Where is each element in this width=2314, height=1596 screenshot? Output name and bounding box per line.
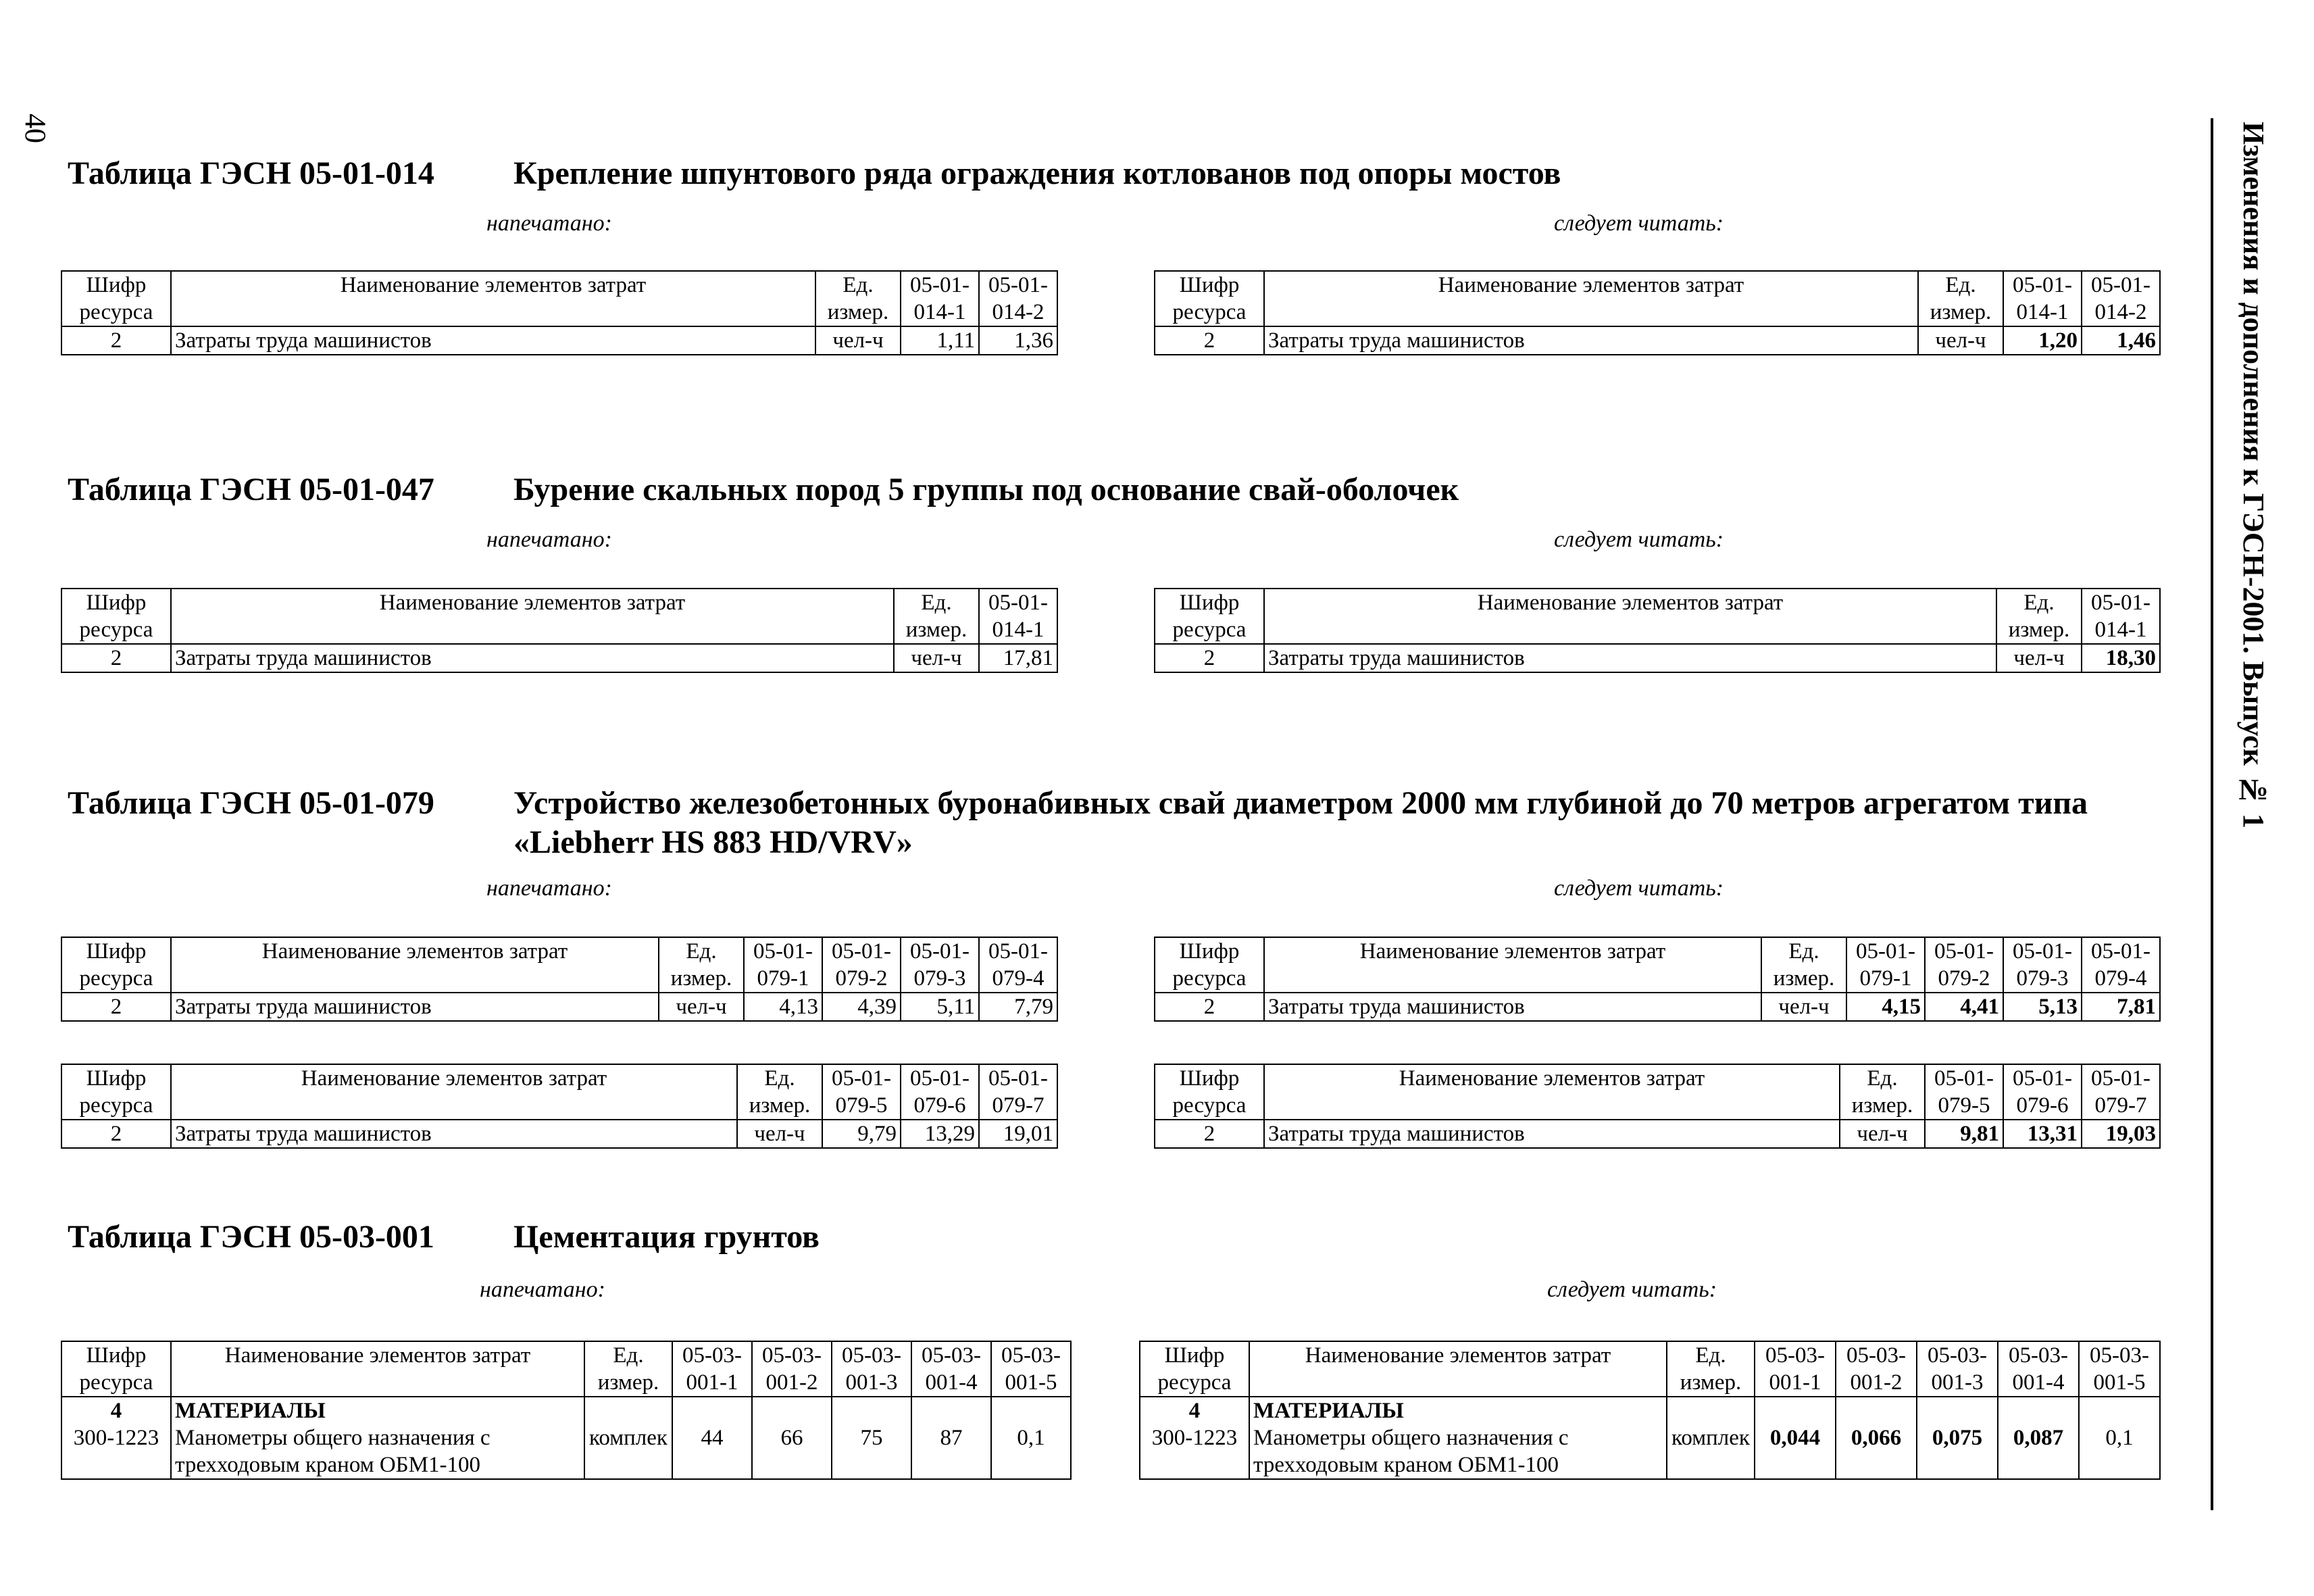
header-col: 014-1: [2003, 299, 2082, 326]
header-code: Шифр: [61, 589, 171, 616]
header-col: 079-1: [1846, 965, 1925, 993]
table-code: Таблица ГЭСН 05-01-079: [68, 785, 434, 821]
row-value: 66: [752, 1424, 832, 1479]
group-row: [61, 1397, 1071, 1424]
header-unit: измер.: [815, 299, 901, 326]
row-unit: чел-ч: [1761, 993, 1846, 1021]
table-row: [1155, 993, 2160, 1021]
header-col: 05-03-: [2079, 1341, 2160, 1369]
header-code: Шифр: [61, 937, 171, 965]
header-code: ресурса: [1140, 1369, 1249, 1397]
row-value: 7,81: [2082, 993, 2160, 1021]
row-name: Затраты труда машинистов: [171, 1120, 737, 1148]
printed-label: напечатано:: [486, 211, 612, 236]
header-col: 079-3: [2003, 965, 2082, 993]
row-name-line: трехходовым краном ОБМ1-100: [175, 1453, 480, 1477]
running-title: Изменения и дополнения к ГЭСН-2001. Выпуск № 1: [2237, 122, 2270, 829]
header-unit: Ед.: [894, 589, 979, 616]
row-value: 0,066: [1836, 1424, 1917, 1479]
should-read-label: следует читать:: [1554, 211, 1724, 236]
row-value: 19,01: [979, 1120, 1057, 1148]
row-value: 1,11: [901, 326, 979, 355]
header-col: 05-01-: [1925, 937, 2003, 965]
row-value: 9,81: [1925, 1120, 2003, 1148]
corrected-table: [1154, 937, 2161, 1022]
header-col: 05-03-: [1755, 1341, 1836, 1369]
header-col: 079-1: [744, 965, 822, 993]
row-name: Затраты труда машинистов: [1264, 326, 1918, 355]
table-title: Крепление шпунтового ряда ограждения котлованов под опоры мостов: [513, 155, 1561, 191]
table-title: Цементация грунтов: [513, 1219, 820, 1255]
table-row: [1140, 1424, 2160, 1479]
row-value: 4,41: [1925, 993, 2003, 1021]
table-row: [1155, 1120, 2160, 1148]
header-col: 05-01-: [2082, 1064, 2160, 1092]
header-unit: измер.: [894, 616, 979, 644]
row-code: 2: [1155, 326, 1264, 355]
row-value: 18,30: [2082, 644, 2160, 672]
should-read-label: следует читать:: [1554, 527, 1724, 552]
printed-label: напечатано:: [486, 527, 612, 552]
printed-table: [61, 1064, 1058, 1149]
group-code: 4: [1140, 1397, 1249, 1424]
header-col: 05-03-: [1917, 1341, 1998, 1369]
header-col: 079-3: [901, 965, 979, 993]
header-unit: измер.: [659, 965, 744, 993]
header-name: Наименование элементов затрат: [171, 1341, 584, 1369]
printed-table: [61, 937, 1058, 1022]
corrected-table: [1154, 588, 2161, 673]
row-unit: комплек: [584, 1424, 672, 1479]
header-unit: Ед.: [659, 937, 744, 965]
header-name: Наименование элементов затрат: [171, 589, 894, 616]
header-code: ресурса: [61, 1092, 171, 1120]
header-col: 05-01-: [744, 937, 822, 965]
row-value: 9,79: [822, 1120, 901, 1148]
header-col: 001-2: [1836, 1369, 1917, 1397]
header-col: 05-01-: [1846, 937, 1925, 965]
header-col: 001-4: [1998, 1369, 2079, 1397]
row-value: 4,15: [1846, 993, 1925, 1021]
header-col: 079-6: [901, 1092, 979, 1120]
row-value: 0,044: [1755, 1424, 1836, 1479]
printed-table: [61, 1341, 1072, 1480]
header-col: 05-01-: [979, 937, 1057, 965]
table-row: [1155, 326, 2160, 355]
header-unit: Ед.: [1996, 589, 2082, 616]
header-col: 001-1: [1755, 1369, 1836, 1397]
row-value: 13,29: [901, 1120, 979, 1148]
header-name: Наименование элементов затрат: [171, 937, 659, 965]
should-read-label: следует читать:: [1547, 1277, 1717, 1302]
table-title: Бурение скальных пород 5 группы под основание свай-оболочек: [513, 472, 1459, 507]
row-value: 4,39: [822, 993, 901, 1021]
table-code: Таблица ГЭСН 05-01-047: [68, 472, 434, 507]
row-code: 2: [61, 1120, 171, 1148]
header-code: Шифр: [1140, 1341, 1249, 1369]
header-col: 05-01-: [2003, 271, 2082, 299]
header-col: 079-6: [2003, 1092, 2082, 1120]
header-col: 05-01-: [979, 271, 1057, 299]
header-unit: измер.: [1996, 616, 2082, 644]
corrected-table: [1154, 1064, 2161, 1149]
group-name: МАТЕРИАЛЫ: [1249, 1397, 1667, 1424]
row-name: [1249, 1424, 1667, 1479]
header-col: 05-01-: [2003, 1064, 2082, 1092]
table-row: [61, 1120, 1057, 1148]
row-unit: чел-ч: [894, 644, 979, 672]
header-col: 001-3: [832, 1369, 911, 1397]
header-code: Шифр: [61, 1341, 171, 1369]
row-name: Затраты труда машинистов: [1264, 644, 1996, 672]
header-code: Шифр: [1155, 1064, 1264, 1092]
row-value: 75: [832, 1424, 911, 1479]
row-code: 2: [1155, 993, 1264, 1021]
table-title: Устройство железобетонных буронабивных свай диаметром 2000 мм глубиной до 70 метров агрегатом типа «Liebherr HS 883 HD/VRV»: [513, 785, 2088, 860]
header-code: ресурса: [61, 299, 171, 326]
table-row: [61, 644, 1057, 672]
row-code: 2: [61, 993, 171, 1021]
corrected-table: [1139, 1341, 2161, 1480]
header-col: 05-01-: [901, 271, 979, 299]
header-col: 014-1: [979, 616, 1057, 644]
row-value: 44: [672, 1424, 752, 1479]
header-code: Шифр: [61, 271, 171, 299]
header-unit: измер.: [1667, 1369, 1755, 1397]
header-col: 05-01-: [2082, 589, 2160, 616]
row-value: 1,20: [2003, 326, 2082, 355]
row-value: 17,81: [979, 644, 1057, 672]
header-col: 05-01-: [2003, 937, 2082, 965]
row-code: 2: [61, 644, 171, 672]
row-code: 300-1223: [61, 1424, 171, 1479]
row-value: 0,075: [1917, 1424, 1998, 1479]
row-unit: чел-ч: [1996, 644, 2082, 672]
row-name: [171, 1424, 584, 1479]
row-code: 2: [1155, 644, 1264, 672]
printed-label: напечатано:: [480, 1277, 605, 1302]
header-col: 014-1: [901, 299, 979, 326]
side-divider: [2211, 118, 2213, 1510]
printed-table: [61, 270, 1058, 355]
header-unit: измер.: [1918, 299, 2003, 326]
header-unit: измер.: [1761, 965, 1846, 993]
header-col: 05-01-: [822, 937, 901, 965]
header-col: 079-7: [979, 1092, 1057, 1120]
table-row: [61, 1424, 1071, 1479]
header-col: 05-03-: [1836, 1341, 1917, 1369]
header-code: ресурса: [61, 616, 171, 644]
row-value: 4,13: [744, 993, 822, 1021]
header-col: 05-03-: [911, 1341, 991, 1369]
row-code: 2: [1155, 1120, 1264, 1148]
header-name: Наименование элементов затрат: [1249, 1341, 1667, 1369]
header-code: Шифр: [61, 1064, 171, 1092]
header-unit: измер.: [737, 1092, 822, 1120]
row-value: 0,1: [2079, 1424, 2160, 1479]
header-col: 05-03-: [991, 1341, 1071, 1369]
corrected-table: [1154, 270, 2161, 355]
header-col: 014-2: [2082, 299, 2160, 326]
row-name-line: трехходовым краном ОБМ1-100: [1253, 1453, 1559, 1477]
header-unit: Ед.: [1667, 1341, 1755, 1369]
header-col: 05-03-: [832, 1341, 911, 1369]
header-col: 079-7: [2082, 1092, 2160, 1120]
header-unit: Ед.: [584, 1341, 672, 1369]
row-name: Затраты труда машинистов: [1264, 1120, 1840, 1148]
header-col: 05-03-: [672, 1341, 752, 1369]
header-col: 05-01-: [979, 1064, 1057, 1092]
row-unit: чел-ч: [659, 993, 744, 1021]
row-name-line: Манометры общего назначения с: [175, 1426, 491, 1450]
row-value: 13,31: [2003, 1120, 2082, 1148]
row-code: 300-1223: [1140, 1424, 1249, 1479]
row-name: Затраты труда машинистов: [171, 644, 894, 672]
table-code: Таблица ГЭСН 05-01-014: [68, 155, 434, 191]
header-col: 05-03-: [1998, 1341, 2079, 1369]
row-value: 87: [911, 1424, 991, 1479]
table-row: [61, 993, 1057, 1021]
header-name: Наименование элементов затрат: [1264, 937, 1761, 965]
header-code: ресурса: [1155, 616, 1264, 644]
table-row: [61, 326, 1057, 355]
header-col: 05-01-: [901, 1064, 979, 1092]
header-code: Шифр: [1155, 589, 1264, 616]
header-col: 001-5: [2079, 1369, 2160, 1397]
row-unit: чел-ч: [1840, 1120, 1925, 1148]
printed-label: напечатано:: [486, 876, 612, 901]
row-value: 19,03: [2082, 1120, 2160, 1148]
header-name: Наименование элементов затрат: [1264, 1064, 1840, 1092]
group-name: МАТЕРИАЛЫ: [171, 1397, 584, 1424]
row-unit: комплек: [1667, 1424, 1755, 1479]
header-unit: Ед.: [737, 1064, 822, 1092]
header-col: 05-01-: [2082, 937, 2160, 965]
header-col: 05-01-: [1925, 1064, 2003, 1092]
header-col: 05-01-: [822, 1064, 901, 1092]
row-value: 7,79: [979, 993, 1057, 1021]
row-value: 5,11: [901, 993, 979, 1021]
header-col: 079-4: [979, 965, 1057, 993]
should-read-label: следует читать:: [1554, 876, 1724, 901]
printed-table: [61, 588, 1058, 673]
row-value: 0,1: [991, 1424, 1071, 1479]
header-code: ресурса: [61, 1369, 171, 1397]
header-unit: измер.: [1840, 1092, 1925, 1120]
header-col: 05-03-: [752, 1341, 832, 1369]
header-unit: измер.: [584, 1369, 672, 1397]
row-name: Затраты труда машинистов: [171, 993, 659, 1021]
group-code: 4: [61, 1397, 171, 1424]
header-col: 014-1: [2082, 616, 2160, 644]
row-value: 1,46: [2082, 326, 2160, 355]
header-col: 079-2: [1925, 965, 2003, 993]
header-name: Наименование элементов затрат: [171, 1064, 737, 1092]
header-col: 079-5: [822, 1092, 901, 1120]
row-unit: чел-ч: [1918, 326, 2003, 355]
header-col: 05-01-: [2082, 271, 2160, 299]
header-col: 079-4: [2082, 965, 2160, 993]
header-col: 001-5: [991, 1369, 1071, 1397]
header-name: Наименование элементов затрат: [1264, 271, 1918, 299]
page-number: 40: [19, 114, 52, 143]
header-unit: Ед.: [1918, 271, 2003, 299]
row-unit: чел-ч: [737, 1120, 822, 1148]
row-name-line: Манометры общего назначения с: [1253, 1426, 1569, 1450]
row-value: 0,087: [1998, 1424, 2079, 1479]
header-unit: Ед.: [815, 271, 901, 299]
header-col: 05-01-: [979, 589, 1057, 616]
header-col: 05-01-: [901, 937, 979, 965]
header-unit: Ед.: [1840, 1064, 1925, 1092]
row-name: Затраты труда машинистов: [171, 326, 815, 355]
header-name: Наименование элементов затрат: [171, 271, 815, 299]
header-code: Шифр: [1155, 937, 1264, 965]
table-row: [1155, 644, 2160, 672]
header-col: 014-2: [979, 299, 1057, 326]
header-col: 001-3: [1917, 1369, 1998, 1397]
header-code: Шифр: [1155, 271, 1264, 299]
row-code: 2: [61, 326, 171, 355]
header-unit: Ед.: [1761, 937, 1846, 965]
header-code: ресурса: [1155, 1092, 1264, 1120]
header-col: 079-2: [822, 965, 901, 993]
header-code: ресурса: [1155, 965, 1264, 993]
row-unit: чел-ч: [815, 326, 901, 355]
header-col: 001-4: [911, 1369, 991, 1397]
header-col: 001-1: [672, 1369, 752, 1397]
header-col: 079-5: [1925, 1092, 2003, 1120]
header-code: ресурса: [1155, 299, 1264, 326]
group-row: [1140, 1397, 2160, 1424]
header-name: Наименование элементов затрат: [1264, 589, 1996, 616]
header-code: ресурса: [61, 965, 171, 993]
row-value: 1,36: [979, 326, 1057, 355]
table-code: Таблица ГЭСН 05-03-001: [68, 1219, 434, 1255]
row-name: Затраты труда машинистов: [1264, 993, 1761, 1021]
row-value: 5,13: [2003, 993, 2082, 1021]
header-col: 001-2: [752, 1369, 832, 1397]
